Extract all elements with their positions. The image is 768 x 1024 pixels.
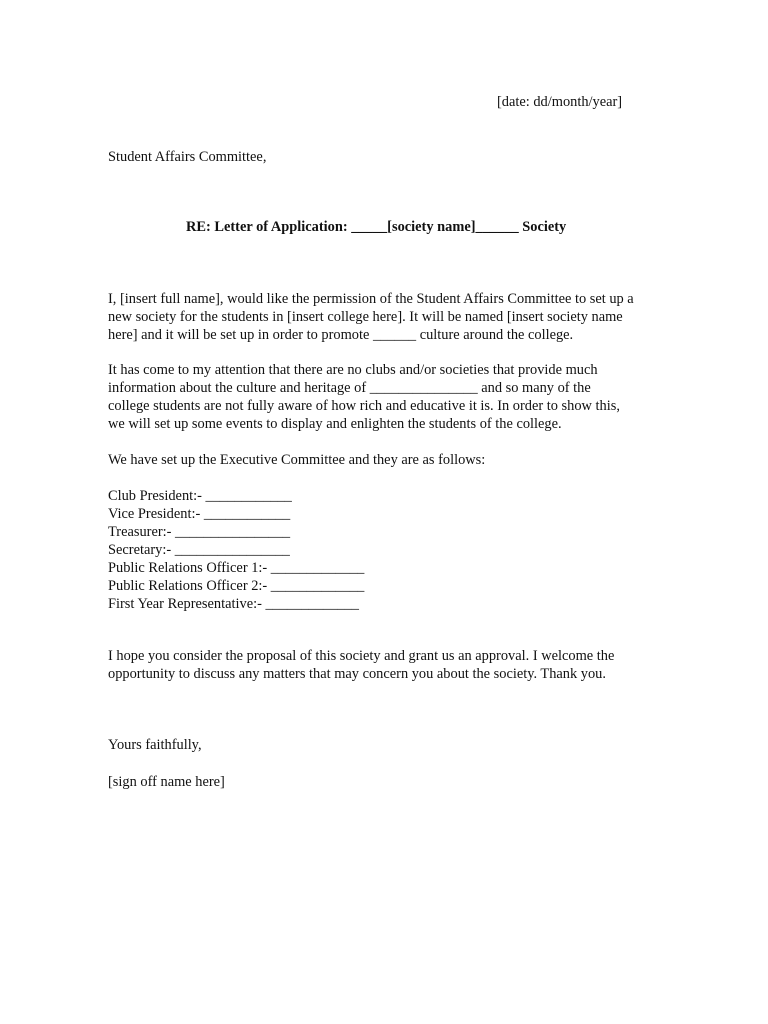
committee-item: First Year Representative:- _____________ xyxy=(108,596,360,612)
letter-date: [date: dd/month/year] xyxy=(497,94,623,110)
text-line: new society for the students in [insert college here]. It will be named [insert society name xyxy=(108,309,623,325)
text-line: I, [insert full name], would like the permission of the Student Affairs Committee to set up a xyxy=(108,291,634,307)
committee-item: Public Relations Officer 1:- _____________ xyxy=(108,560,365,576)
letter-subject: RE: Letter of Application: _____[society name]______ Society xyxy=(186,219,567,235)
paragraph-committee-intro xyxy=(108,451,485,469)
text-line: college students are not fully aware of how rich and educative it is. In order to show this, xyxy=(108,398,620,414)
text-line: It has come to my attention that there are no clubs and/or societies that provide much xyxy=(108,362,598,378)
committee-list xyxy=(108,487,364,613)
closing-text: Yours faithfully, xyxy=(108,737,202,753)
text-line: opportunity to discuss any matters that may concern you about the society. Thank you. xyxy=(108,666,606,682)
text-line: information about the culture and heritage of _______________ and so many of the xyxy=(108,380,591,396)
text-line: here] and it will be set up in order to promote ______ culture around the college. xyxy=(108,327,574,343)
letter-signoff xyxy=(108,773,225,791)
text-line: We have set up the Executive Committee and they are as follows: xyxy=(108,452,486,468)
letter-recipient: Student Affairs Committee, xyxy=(108,149,267,165)
paragraph-introduction xyxy=(108,290,634,344)
committee-item: Treasurer:- ________________ xyxy=(108,524,291,540)
text-line: I hope you consider the proposal of this society and grant us an approval. I welcome the xyxy=(108,648,615,664)
text-line: we will set up some events to display and enlighten the students of the college. xyxy=(108,416,562,432)
paragraph-conclusion xyxy=(108,647,614,683)
committee-item: Vice President:- ____________ xyxy=(108,506,291,522)
letter-closing xyxy=(108,736,202,754)
committee-item: Public Relations Officer 2:- _____________ xyxy=(108,578,365,594)
paragraph-motivation xyxy=(108,361,620,433)
signoff-text: [sign off name here] xyxy=(108,774,225,790)
committee-item: Secretary:- ________________ xyxy=(108,542,290,558)
committee-item: Club President:- ____________ xyxy=(108,488,292,504)
